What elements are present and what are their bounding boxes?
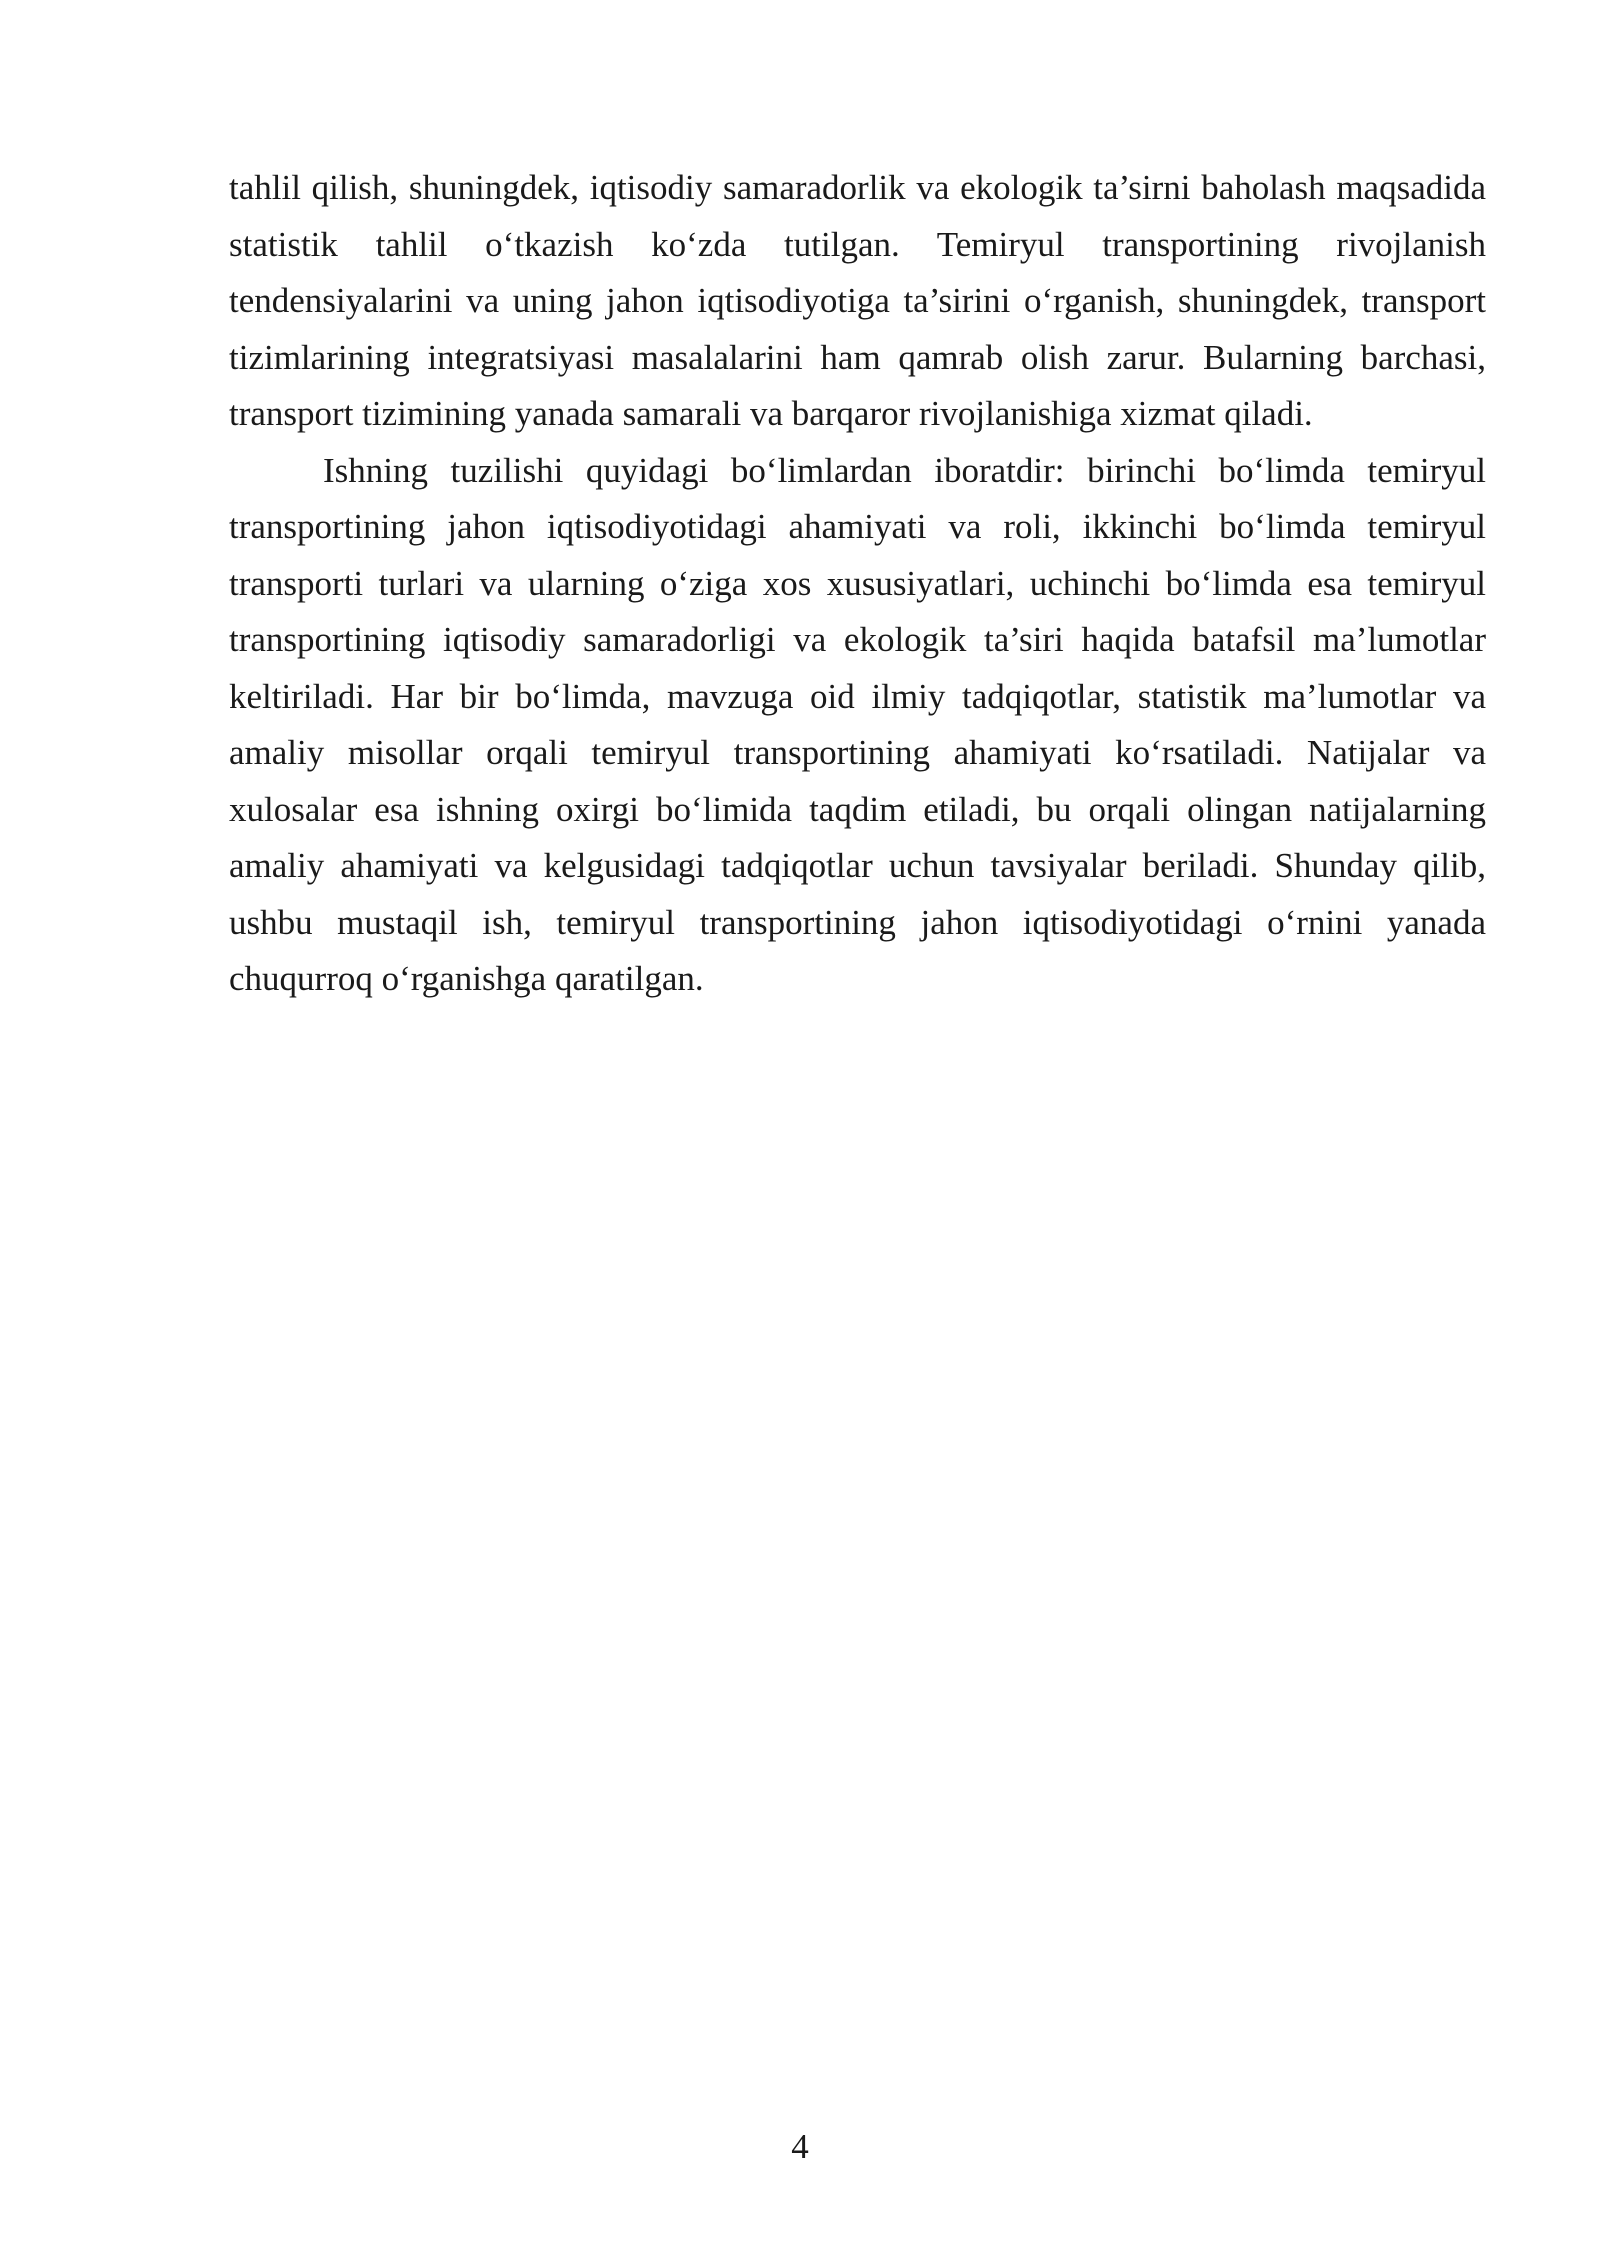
- page-number: 4: [791, 2127, 809, 2166]
- body-text: [229, 160, 1486, 1008]
- paragraph-structure: Ishning tuzilishi quyidagi bo‘limlardan iboratdir: birinchi bo‘limda temiryul transportining jahon iqtisodiyotidagi ahamiyati va roli, ikkinchi bo‘limda temiryul transporti turlari va ularning o‘ziga xos xususiyatlari, uchinchi bo‘limda esa temiryul transportining iqtisodiy samaradorligi va ekologik ta’siri haqida batafsil ma’lumotlar keltiriladi. Har bir bo‘limda, mavzuga oid ilmiy tadqiqotlar, statistik ma’lumotlar va amaliy misollar orqali temiryul transportining ahamiyati ko‘rsatiladi. Natijalar va xulosalar esa ishning oxirgi bo‘limida taqdim etiladi, bu orqali olingan natijalarning amaliy ahamiyati va kelgusidagi tadqiqotlar uchun tavsiyalar beriladi. Shunday qilib, ushbu mustaqil ish, temiryul transportining jahon iqtisodiyotidagi o‘rnini yanada chuqurroq o‘rganishga qaratilgan.: [229, 450, 1486, 998]
- paragraph-continuation: tahlil qilish, shuningdek, iqtisodiy samaradorlik va ekologik ta’sirni baholash maqsadida statistik tahlil o‘tkazish ko‘zda tutilgan. Temiryul transportining rivojlanish tendensiyalarini va uning jahon iqtisodiyotiga ta’sirini o‘rganish, shuningdek, transport tizimlarining integratsiyasi masalalarini ham qamrab olish zarur. Bularning barchasi, transport tizimining yanada samarali va barqaror rivojlanishiga xizmat qiladi.: [229, 168, 1486, 433]
